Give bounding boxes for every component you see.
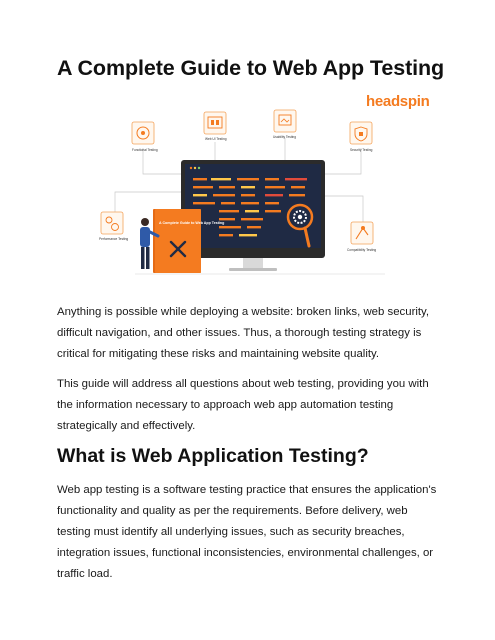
- hero-illustration: [95, 100, 415, 280]
- section-heading: What is Web Application Testing?: [57, 445, 369, 467]
- usability-testing-icon: [274, 110, 296, 132]
- performance-testing-icon: [101, 212, 123, 234]
- performance-testing-label: Performance Testing: [99, 237, 129, 241]
- compatibility-testing-label: Compatibility Testing: [347, 248, 377, 252]
- intro-paragraph-2: This guide will address all questions about web testing, providing you with the information necessary to approach web app automation testing strategically and effectively.: [57, 378, 429, 432]
- functional-testing-icon: [132, 122, 154, 144]
- section-paragraph: Web app testing is a software testing practice that ensures the application's functionality and quality as per the requirements. Before delivery, web testing must identify all underlying issues, such as security breaches, integration issues, functional inconsistencies, environmental challenges, or traffic load.: [57, 484, 437, 580]
- security-testing-icon: [350, 122, 372, 144]
- usability-testing-label: Usability Testing: [273, 135, 296, 139]
- page-title: A Complete Guide to Web App Testing: [57, 56, 445, 80]
- headspin-logo: headspin: [366, 93, 430, 110]
- functional-testing-label: Functional Testing: [132, 148, 158, 152]
- security-testing-label: Security Testing: [350, 148, 373, 152]
- book-title: A Complete Guide to Web App Testing: [159, 221, 225, 225]
- web-ui-testing-icon: [204, 112, 226, 134]
- web-ui-testing-label: Web UI Testing: [205, 137, 227, 141]
- compatibility-testing-icon: [351, 222, 373, 244]
- intro-paragraph-1: Anything is possible while deploying a website: broken links, web security, difficult navigation, and other issues. Thus, a thorough testing strategy is critical for mitigating these risks and maintaining website quality.: [57, 306, 430, 360]
